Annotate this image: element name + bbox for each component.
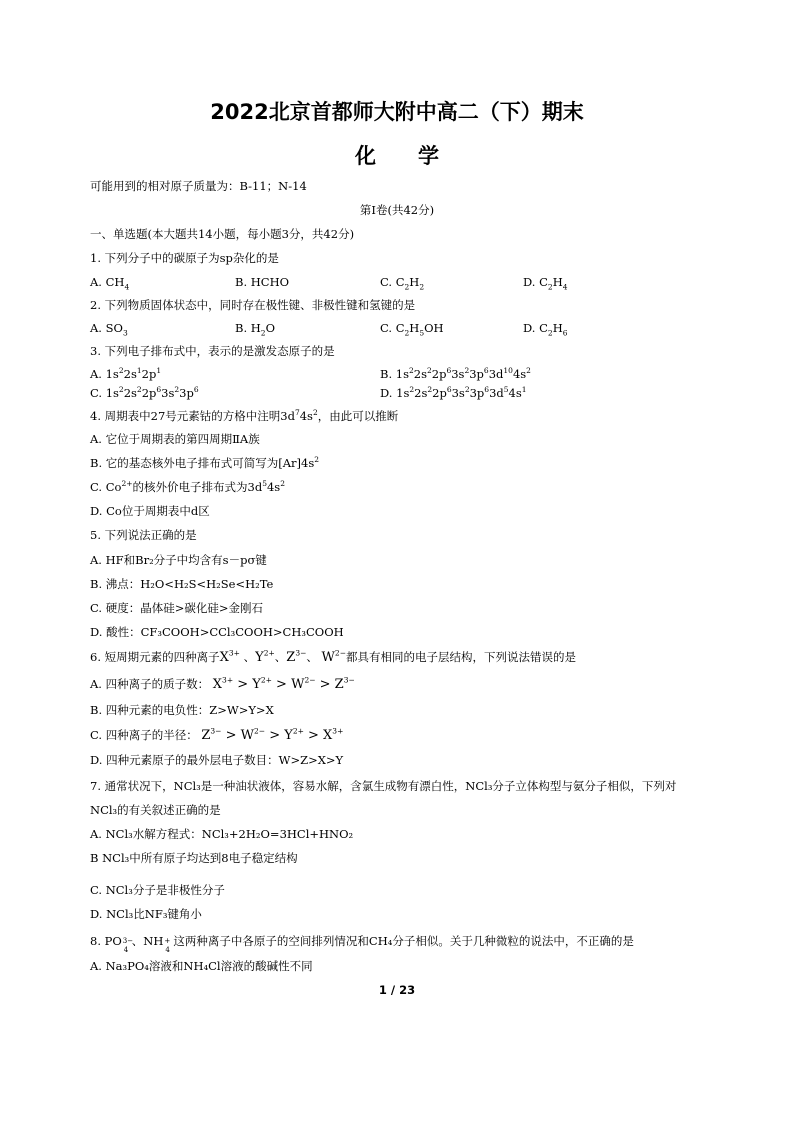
section-heading: 一、单选题(本大题共14小题，每小题3分，共42分) [90, 227, 355, 241]
q6-option-d: D. 四种元素原子的最外层电子数目：W>Z>X>Y [90, 753, 344, 767]
question-2-stem: 2. 下列物质固体状态中，同时存在极性键、非极性键和氢键的是 [90, 298, 416, 312]
question-5-stem: 5. 下列说法正确的是 [90, 528, 197, 542]
q5-option-c: C. 硬度：晶体硅>碳化硅>金刚石 [90, 601, 263, 615]
question-1-stem: 1. 下列分子中的碳原子为sp杂化的是 [90, 251, 279, 265]
part-heading: 第Ⅰ卷(共42分) [359, 203, 435, 217]
q2-option-c: C. $C_2H_5OH$ [380, 321, 444, 338]
q1-option-a: A. $CH_4$ [90, 275, 130, 292]
q2-option-d: D. $C_2H_6$ [523, 321, 568, 338]
question-3-stem: 3. 下列电子排布式中，表示的是激发态原子的是 [90, 344, 335, 358]
q2-option-b: B. $H_2O$ [235, 321, 276, 338]
q4-option-a: A. 它位于周期表的第四周期ⅡA族 [90, 432, 260, 446]
q3-option-d: D. $1s^22s^22p^63s^23p^63d^54s^1$ [380, 385, 527, 400]
subject-heading: 化 学 [355, 144, 439, 168]
question-4-stem: 4. 周期表中27号元素钴的方格中注明$3d^74s^2$，由此可以推断 [90, 408, 399, 423]
q5-option-b: B. 沸点：H₂O<H₂S<H₂Se<H₂Te [90, 577, 274, 591]
q3-option-b: B. $1s^22s^22p^63s^23p^63d^{10}4s^2$ [380, 366, 531, 381]
po4-charge: 3− 4 [122, 937, 134, 954]
q7-option-a: A. NCl₃水解方程式：NCl₃+2H₂O=3HCl+HNO₂ [90, 827, 354, 841]
page-title: 2022北京首都师大附中高二（下）期末 [210, 100, 584, 124]
q7-option-b: B NCl₃中所有原子均达到8电子稳定结构 [90, 851, 298, 865]
q7-option-d: D. NCl₃比NF₃键角小 [90, 907, 202, 921]
question-8-stem: 8. PO 3− 4 、NH + 4 这两种离子中各原子的空间排列情况和CH₄分子相似。关于几种微粒的说法中，不正确的是 [90, 934, 634, 954]
q5-option-d: D. 酸性：CF₃COOH>CCl₃COOH>CH₃COOH [90, 625, 344, 639]
atomic-mass-note: 可能用到的相对原子质量为：B-11；N-14 [90, 179, 307, 193]
q3-option-a: A. $1s^22s^12p^1$ [90, 366, 162, 381]
question-6-stem: 6. 短周期元素的四种离子$X^{3+}$ 、$Y^{2+}$、$Z^{3-}$、 $W^{2-}$都具有相同的电子层结构，下列说法错误的是 [90, 648, 576, 665]
q7-option-c: C. NCl₃分子是非极性分子 [90, 883, 225, 897]
q8-option-a: A. Na₃PO₄溶液和NH₄Cl溶液的酸碱性不同 [90, 959, 313, 973]
q4-option-b: B. 它的基态核外电子排布式可简写为$[Ar]4s^2$ [90, 455, 320, 470]
q6-option-a: A. 四种离子的质子数： $X^{3+} > Y^{2+} > W^{2-} > Z^{3-}$ [90, 675, 355, 692]
page-number: 1 / 23 [378, 983, 416, 997]
nh4-charge: + 4 [164, 937, 171, 954]
q6-option-b: B. 四种元素的电负性：Z>W>Y>X [90, 703, 274, 717]
q6-option-c: C. 四种离子的半径： $Z^{3-} > W^{2-} > Y^{2+} > X^{3+}$ [90, 726, 344, 743]
question-7-stem-line2: NCl₃的有关叙述正确的是 [90, 803, 221, 817]
q4-option-d: D. Co位于周期表中d区 [90, 504, 210, 518]
q1-option-b: B. HCHO [235, 275, 290, 289]
q1-option-c: C. $C_2H_2$ [380, 275, 425, 292]
q1-option-d: D. $C_2H_4$ [523, 275, 568, 292]
q4-option-c: C. $Co^{2+}$的核外价电子排布式为$3d^54s^2$ [90, 479, 285, 494]
question-7-stem-line1: 7. 通常状况下，NCl₃是一种油状液体，容易水解，含氯生成物有漂白性，NCl₃分子立体构型与氨分子相似，下列对 [90, 779, 677, 793]
q2-option-a: A. $SO_3$ [90, 321, 128, 338]
q5-option-a: A. HF和Br₂分子中均含有s－pσ键 [90, 553, 267, 567]
q3-option-c: C. $1s^22s^22p^63s^23p^6$ [90, 385, 199, 400]
